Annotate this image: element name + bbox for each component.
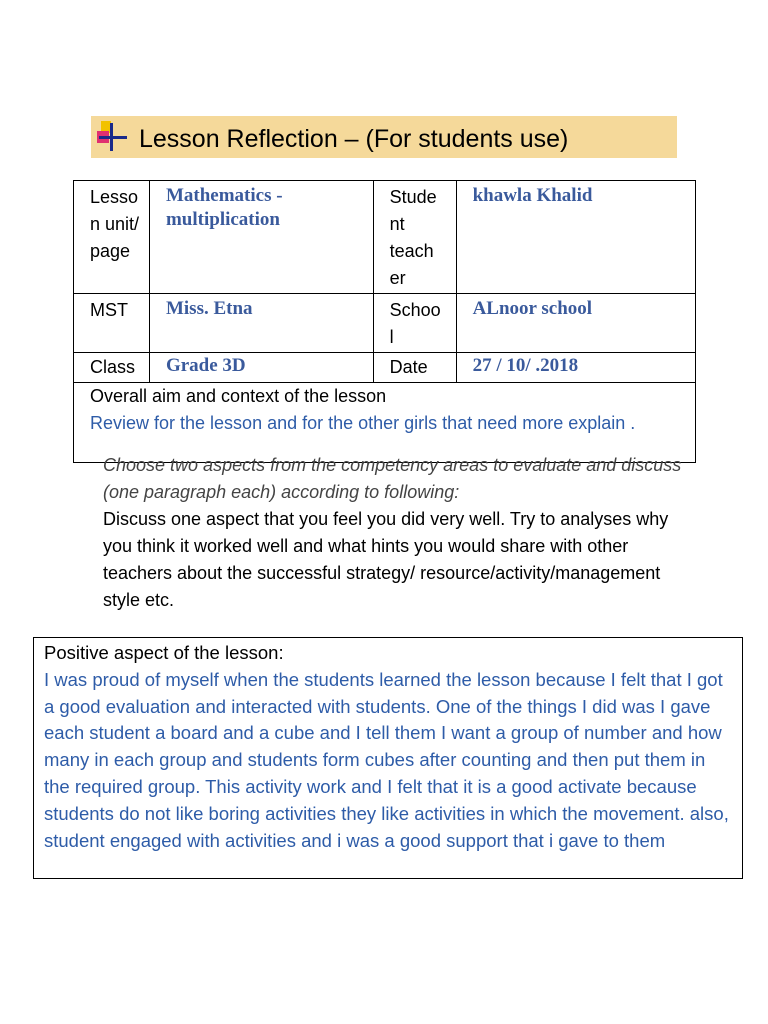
school-value: ALnoor school — [472, 298, 593, 319]
date-value: 27 / 10/ .2018 — [472, 355, 579, 376]
aim-cell — [74, 383, 696, 463]
lesson-unit-label: Lesso n unit/ page — [90, 187, 140, 261]
lesson-info-table — [73, 180, 696, 463]
class-label-cell — [74, 353, 150, 383]
mst-label-cell — [74, 294, 150, 353]
student-teacher-label-cell — [373, 181, 456, 294]
date-label-cell — [373, 353, 456, 383]
positive-aspect-text: I was proud of myself when the students learned the lesson because I felt that I got a good evaluation and interacted with students. One of the things I did was I gave each student a board and a cube and I tell them I want a group of number and how many in each group and students form cubes after counting and then put them in the required group. This activity work and I felt that it is a good activate because students do not like boring activities they like activities in which the movement. also, student engaged with activities and i was a good support that i gave to them — [44, 668, 729, 851]
positive-aspect-heading: Positive aspect of the lesson: — [44, 642, 284, 663]
bullet-cross-icon — [95, 121, 129, 153]
student-teacher-value-cell — [456, 181, 695, 294]
class-value: Grade 3D — [165, 355, 246, 376]
mst-value: Miss. Etna — [165, 298, 253, 319]
page-title: Lesson Reflection – (For students use) — [139, 125, 569, 153]
school-label: Schoo l — [389, 300, 441, 347]
school-value-cell — [456, 294, 695, 353]
table-row — [74, 383, 696, 463]
lesson-unit-value: Mathematics - multiplication — [165, 185, 283, 230]
mst-label: MST — [90, 300, 128, 320]
title-bar — [91, 116, 677, 158]
instructions-body: Discuss one aspect that you feel you did very well. Try to analyses why you think it worked well and what hints you would share with other teachers about the successful strategy/ resource/activity/management style etc. — [103, 509, 669, 610]
class-value-cell — [149, 353, 373, 383]
instructions — [103, 452, 683, 614]
table-row — [74, 294, 696, 353]
student-teacher-value: khawla Khalid — [472, 185, 593, 206]
school-label-cell — [373, 294, 456, 353]
instructions-italic: Choose two aspects from the competency areas to evaluate and discuss (one paragraph each) according to following: — [103, 455, 682, 502]
lesson-unit-value-cell — [149, 181, 373, 294]
student-teacher-label: Stude nt teach er — [389, 187, 437, 288]
aim-text: Review for the lesson and for the other girls that need more explain . — [90, 413, 636, 433]
date-label: Date — [389, 357, 428, 377]
table-row — [74, 353, 696, 383]
class-label: Class — [90, 357, 136, 377]
lesson-unit-label-cell — [74, 181, 150, 294]
mst-value-cell — [149, 294, 373, 353]
aim-heading: Overall aim and context of the lesson — [90, 386, 387, 406]
date-value-cell — [456, 353, 695, 383]
table-row — [74, 181, 696, 294]
positive-aspect-box — [33, 637, 743, 879]
